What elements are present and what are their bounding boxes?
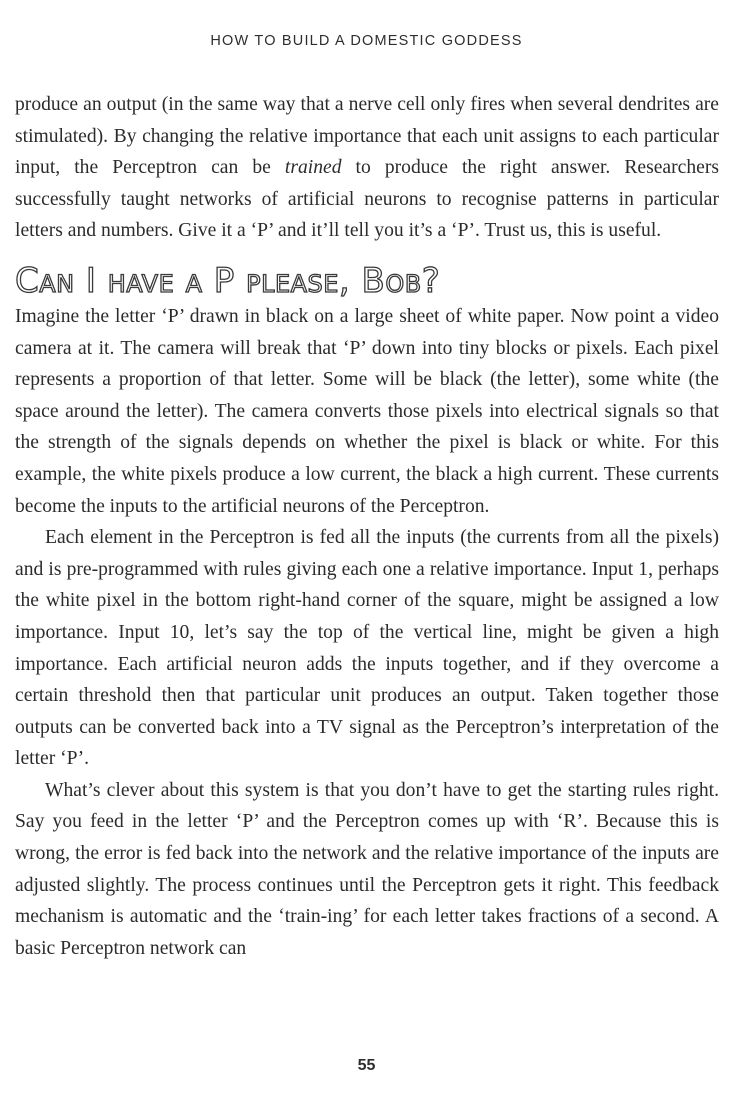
section-heading: Can I have a P please, Bob? <box>15 260 441 301</box>
paragraph-2: Each element in the Perceptron is fed all the inputs (the currents from all the pixels) and is pre-programmed with rules giving each one a relative importance. Input 1, perhaps the white pixel in the bottom right-hand corner of the square, might be assigned a low importance. Input 10, let’s say the top of the vertical line, might be given a high importance. Each artificial neuron adds the inputs together, and if they overcome a certain threshold then that particular unit produces an output. Taken together those outputs can be converted back into a TV signal as the Perceptron’s interpretation of the letter ‘P’. <box>15 527 719 770</box>
intro-text-after: to produce the right answer. Researchers successfully taught networks of artificial neurons to recognise patterns in particular letters and numbers. Give it a ‘P’ and it’ll tell you it’s a ‘P’. Trust us, this is useful. <box>15 157 719 242</box>
running-head: HOW TO BUILD A DOMESTIC GODDESS <box>210 33 523 49</box>
body-text <box>15 89 719 964</box>
emphasis-trained: trained <box>284 157 342 179</box>
intro-text-before: produce an output (in the same way that a nerve cell only fires when several dendrites are stimulated). By changing the relative importance that each unit assigns to each particular input, the Perceptron can be <box>15 94 719 179</box>
paragraph-3: What’s clever about this system is that you don’t have to get the starting rules right. Say you feed in the letter ‘P’ and the Perceptron comes up with ‘R’. Because this is wrong, the error is fed back into the network and the relative importance of the inputs are adjusted slightly. The process continues until the Perceptron gets it right. This feedback mechanism is automatic and the ‘train-ing’ for each letter takes fractions of a second. A basic Perceptron network can <box>15 779 719 959</box>
intro-paragraph <box>15 89 719 247</box>
page-number: 55 <box>357 1057 376 1074</box>
paragraph-1: Imagine the letter ‘P’ drawn in black on a large sheet of white paper. Now point a video camera at it. The camera will break that ‘P’ down into tiny blocks or pixels. Each pixel represents a proportion of that letter. Some will be black (the letter), some white (the space around the letter). The camera converts those pixels into electrical signals so that the strength of the signals depends on whether the pixel is black or white. For this example, the white pixels produce a low current, the black a high current. These currents become the inputs to the artificial neurons of the Perceptron. <box>15 305 719 517</box>
